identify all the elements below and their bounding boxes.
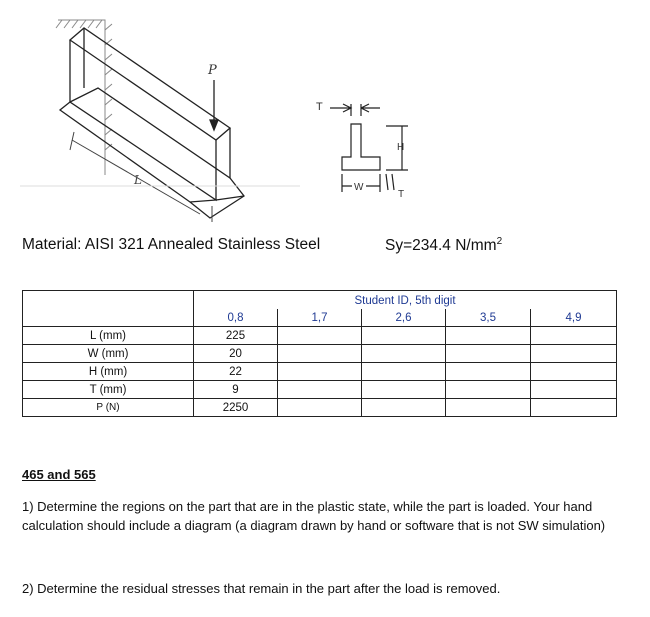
yield-exponent: 2: [496, 236, 503, 247]
table-cell: [278, 399, 362, 417]
length-label: L: [134, 173, 142, 187]
table-cell: [531, 363, 617, 381]
question-1: 1) Determine the regions on the part that are in the plastic state, while the part is loaded. Your hand calculation should include a diagram (a diagram drawn by hand or software that is not SW simulation): [22, 499, 606, 533]
row-label: P (N): [23, 399, 194, 417]
yield-value: Sy=234.4 N/mm: [385, 237, 497, 255]
table-cell: [362, 327, 446, 345]
table-cell: 20: [194, 345, 278, 363]
bottom-thickness-label: T: [398, 189, 405, 200]
row-label: L (mm): [23, 327, 194, 345]
column-header: 1,7: [278, 309, 362, 327]
table-cell: 2250: [194, 399, 278, 417]
row-label: H (mm): [23, 363, 194, 381]
table-cell: [278, 327, 362, 345]
table-cell: [531, 399, 617, 417]
column-header: 4,9: [531, 309, 617, 327]
table-cell: [531, 345, 617, 363]
table-cell: [531, 381, 617, 399]
column-header: 0,8: [194, 309, 278, 327]
table-cell: [362, 363, 446, 381]
material-line: Material: AISI 321 Annealed Stainless Steel: [22, 236, 321, 253]
table-header-row: [23, 291, 617, 310]
table-cell: [446, 327, 531, 345]
table-cell: [362, 345, 446, 363]
table-cell: [446, 363, 531, 381]
table-row: [23, 381, 617, 399]
dimensions-table: [22, 290, 617, 417]
row-label: W (mm): [23, 345, 194, 363]
table-cell: [446, 345, 531, 363]
thickness-label: T: [316, 101, 323, 113]
table-cell: [531, 327, 617, 345]
table-row: [23, 363, 617, 381]
table-cell: [278, 345, 362, 363]
beam-sketch: [0, 0, 650, 225]
header-empty-cell: [23, 291, 194, 327]
table-cell: [362, 381, 446, 399]
yield-strength: [385, 236, 502, 255]
table-cell: [446, 399, 531, 417]
table-cell: 9: [194, 381, 278, 399]
table-cell: [446, 381, 531, 399]
table-cell: [278, 381, 362, 399]
column-header: 3,5: [446, 309, 531, 327]
group-header: Student ID, 5th digit: [194, 291, 617, 310]
table-row: [23, 399, 617, 417]
load-arrow: [210, 80, 218, 130]
table-cell: [278, 363, 362, 381]
section-heading: 465 and 565: [22, 467, 96, 482]
table-cell: 225: [194, 327, 278, 345]
load-label: P: [208, 63, 217, 78]
question-2: 2) Determine the residual stresses that remain in the part after the load is removed.: [22, 581, 501, 596]
height-label: H: [397, 142, 405, 153]
table-cell: [362, 399, 446, 417]
width-label: W: [354, 182, 364, 193]
row-label: T (mm): [23, 381, 194, 399]
column-header: 2,6: [362, 309, 446, 327]
table-row: [23, 327, 617, 345]
table-row: [23, 345, 617, 363]
table-cell: 22: [194, 363, 278, 381]
